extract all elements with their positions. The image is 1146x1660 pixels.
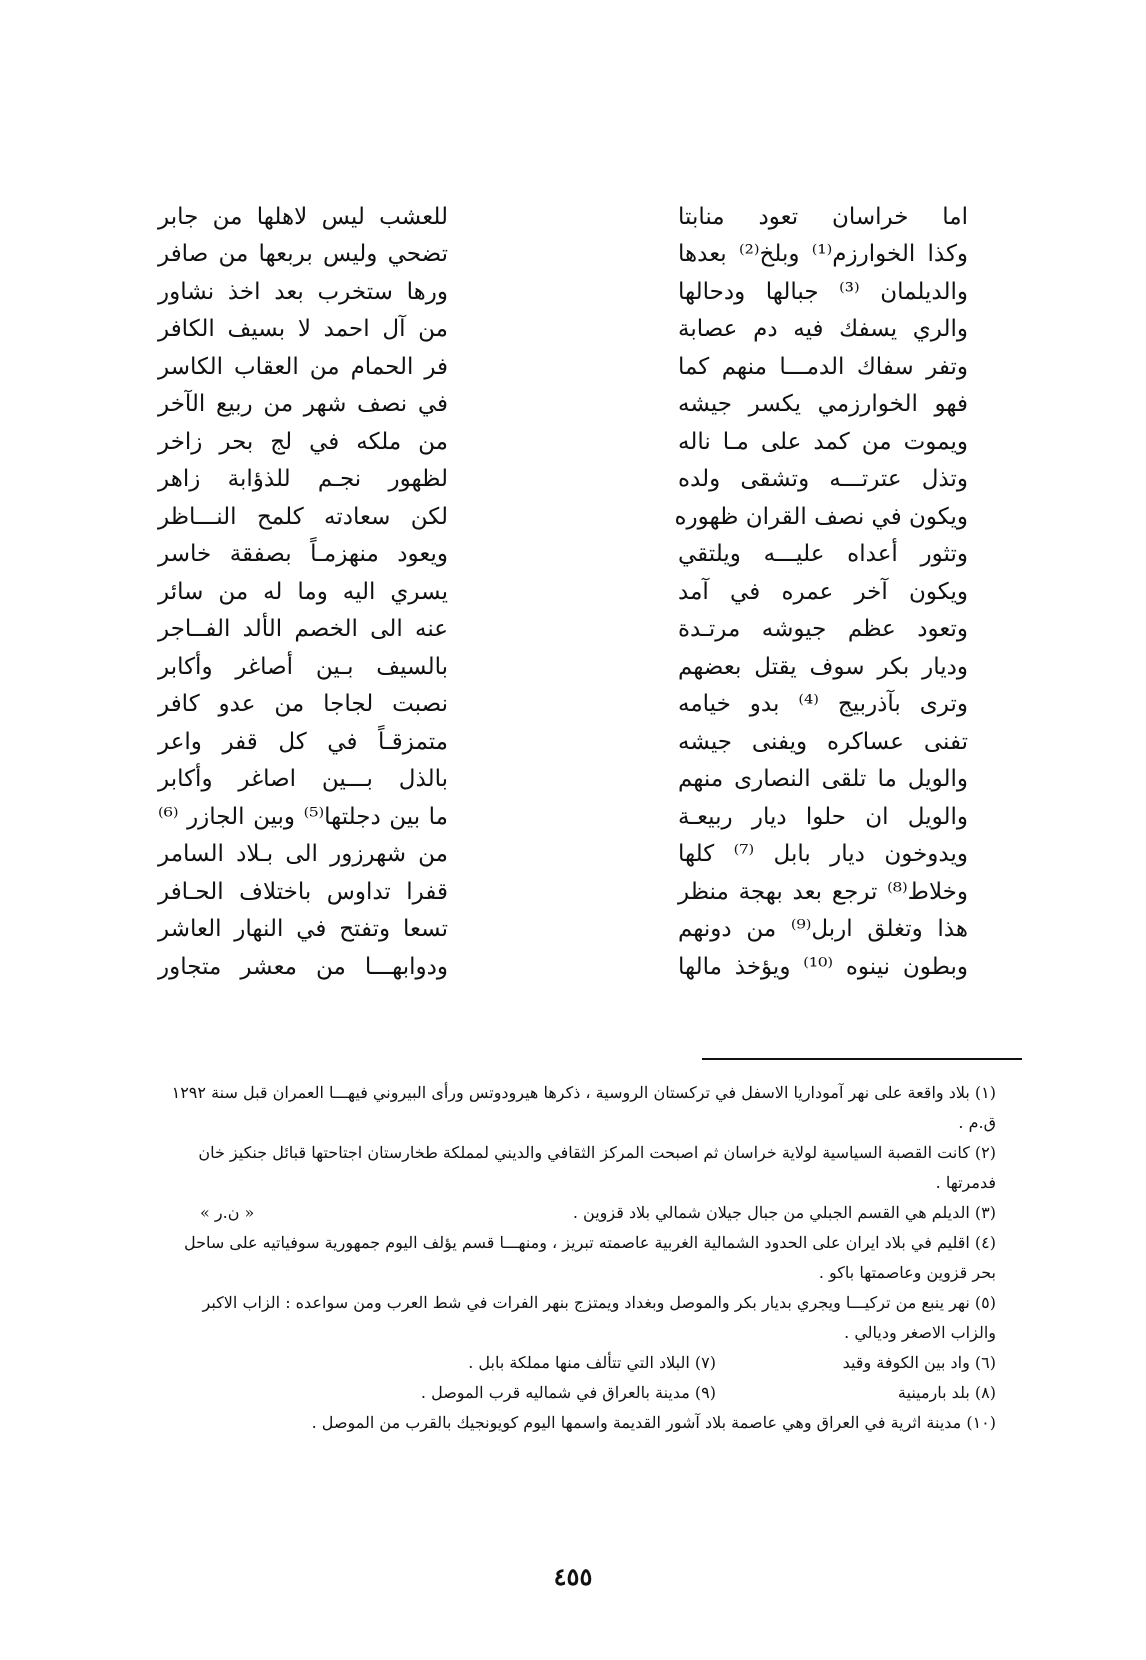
hemistich-left: يسري اليه وما له من سائر [158, 578, 448, 605]
hemistich-right: وكذا الخوارزم⁽¹⁾ وبلخ⁽²⁾ بعدها [678, 241, 969, 268]
verse [158, 911, 968, 949]
hemistich-left: بالذل بـــين اصاغر وأكابر [158, 766, 448, 793]
hemistich-right: وتذل عترتـــه وتشقى ولده [678, 466, 968, 493]
footnote-2: (٢) كانت القصبة السياسية لولاية خراسان ثم اصبحت المركز الثقافي والديني لمملكة طخارستان اجتاحتها قبائل جنكيز خان فدمرتها . [198, 1143, 996, 1192]
footnote-3: (٣) الديلم هي القسم الجبلي من جبال جيلان شمالي بلاد قزوين . [572, 1203, 996, 1222]
hemistich-right: اما خراسان تعود منابتا [678, 203, 968, 230]
footnote-6-7 [160, 1348, 996, 1378]
footnote-1: (١) بلاد واقعة على نهر آموداريا الاسفل في تركستان الروسية ، ذكرها هيرودوتس ورأى البيروني فيهـــا العمران قبل سنة ١٢٩٢ ق.م . [171, 1083, 996, 1132]
hemistich-left: ودوابهـــا من معشر متجاور [158, 953, 448, 980]
hemistich-left: نصبت لجاجا من عدو كافر [158, 691, 448, 718]
hemistich-left: في نصف شهر من ربيع الآخر [158, 391, 448, 418]
verse [158, 198, 968, 236]
hemistich-right: تفنى عساكره ويفنى جيشه [678, 728, 968, 755]
hemistich-left: من ملكه في لج بحر زاخر [158, 428, 448, 455]
hemistich-left: متمزقـاً في كل قفر واعر [158, 728, 448, 755]
verse [158, 461, 968, 499]
editor-initials: « ن.ر » [200, 1203, 255, 1222]
footnote-5: (٥) نهر ينبع من تركيـــا ويجري بديار بكر والموصل وبغداد ويمتزج بنهر الفرات في شط العرب ومن سواعده : الزاب الاكبر والزاب الاصغر وديالي . [202, 1293, 996, 1342]
footnote-8: (٨) بلد بارمينية [897, 1383, 996, 1402]
verse [158, 723, 968, 761]
verse [158, 273, 968, 311]
hemistich-left: لظهور نجـم للذؤابة زاهر [158, 466, 448, 493]
footnote-8-9 [160, 1378, 996, 1408]
hemistich-left: ما بين دجلتها⁽⁵⁾ وبين الجازر ⁽⁶⁾ [158, 803, 448, 830]
footnotes [160, 1078, 996, 1438]
hemistich-left: تضحي وليس بربعها من صافر [158, 241, 448, 268]
verse [158, 236, 968, 274]
verse [158, 386, 968, 424]
verse [158, 798, 968, 836]
hemistich-left: قفرا تداوس باختلاف الحـافر [158, 878, 448, 905]
hemistich-right: وبطون نينوه ⁽¹⁰⁾ ويؤخذ مالها [678, 953, 968, 980]
verse [158, 498, 968, 536]
hemistich-left: لكن سعادته كلمح النـــاظر [158, 503, 448, 530]
hemistich-right: وتثور أعداه عليـــه ويلتقي [678, 541, 968, 568]
verse [158, 836, 968, 874]
footnote-4: (٤) اقليم في بلاد ايران على الحدود الشمالية الغربية عاصمته تبريز ، ومنهـــا قسم يؤلف اليوم جمهورية سوفياتيه على ساحل بحر قزوين وعاصمتها باكو . [183, 1233, 996, 1282]
verse [158, 423, 968, 461]
hemistich-right: هذا وتغلق اربل⁽⁹⁾ من دونهم [678, 916, 968, 943]
verse [158, 573, 968, 611]
footnote-3-line [160, 1198, 996, 1228]
hemistich-right: وترى بآذربيج ⁽⁴⁾ بدو خيامه [678, 691, 969, 718]
hemistich-right: ويدوخون ديار بابل ⁽⁷⁾ كلها [678, 841, 968, 868]
footnote-7: (٧) البلاد التي تتألف منها مملكة بابل . [468, 1353, 716, 1372]
verse [158, 648, 968, 686]
verse [158, 948, 968, 986]
verse [158, 311, 968, 349]
hemistich-left: ويعود منهزمـاً بصفقة خاسر [158, 541, 448, 568]
hemistich-right: وخلاط⁽⁸⁾ ترجع بعد بهجة منظر [678, 878, 968, 905]
hemistich-left: من شهرزور الى بـلاد السامر [158, 841, 448, 868]
hemistich-left: للعشب ليس لاهلها من جابر [158, 203, 448, 230]
footnote-6: (٦) واد بين الكوفة وقيد [842, 1353, 996, 1372]
verse [158, 686, 968, 724]
hemistich-right: والديلمان ⁽³⁾ جبالها ودحالها [678, 278, 969, 305]
hemistich-left: ورها ستخرب بعد اخذ نشاور [158, 278, 448, 305]
poem [158, 198, 968, 986]
verse [158, 873, 968, 911]
hemistich-right: وتعود عظم جيوشه مرتـدة [678, 616, 968, 643]
page-number: ٤٥٥ [553, 1562, 593, 1591]
hemistich-left: عنه الى الخصم الألد الفــاجر [158, 616, 448, 643]
hemistich-right: ويموت من كمد على مـا ناله [678, 428, 968, 455]
verse [158, 611, 968, 649]
footnote-divider [702, 1058, 1022, 1060]
footnote-10: (١٠) مدينة اثرية في العراق وهي عاصمة بلاد آشور القديمة واسمها اليوم كويونجيك بالقرب من الموصل . [311, 1413, 996, 1432]
hemistich-left: فر الحمام من العقاب الكاسر [158, 353, 448, 380]
hemistich-right: والويل ان حلوا ديار ربيعـة [678, 803, 968, 830]
verse [158, 761, 968, 799]
hemistich-right: وديار بكر سوف يقتل بعضهم [678, 653, 968, 680]
footnote-9: (٩) مدينة بالعراق في شماليه قرب الموصل . [420, 1383, 716, 1402]
hemistich-right: والري يسفك فيه دم عصابة [678, 316, 968, 343]
hemistich-right: ويكون في نصف القران ظهوره [674, 503, 968, 530]
hemistich-right: ويكون آخر عمره في آمد [678, 578, 968, 605]
hemistich-right: والويل ما تلقى النصارى منهم [678, 766, 968, 793]
verse [158, 348, 968, 386]
hemistich-left: من آل احمد لا بسيف الكافر [158, 316, 448, 343]
hemistich-left: تسعا وتفتح في النهار العاشر [158, 916, 448, 943]
hemistich-right: فهو الخوارزمي يكسر جيشه [678, 391, 968, 418]
hemistich-right: وتفر سفاك الدمـــا منهم كما [678, 353, 968, 380]
hemistich-left: بالسيف بـين أصاغر وأكابر [158, 653, 448, 680]
verse [158, 536, 968, 574]
